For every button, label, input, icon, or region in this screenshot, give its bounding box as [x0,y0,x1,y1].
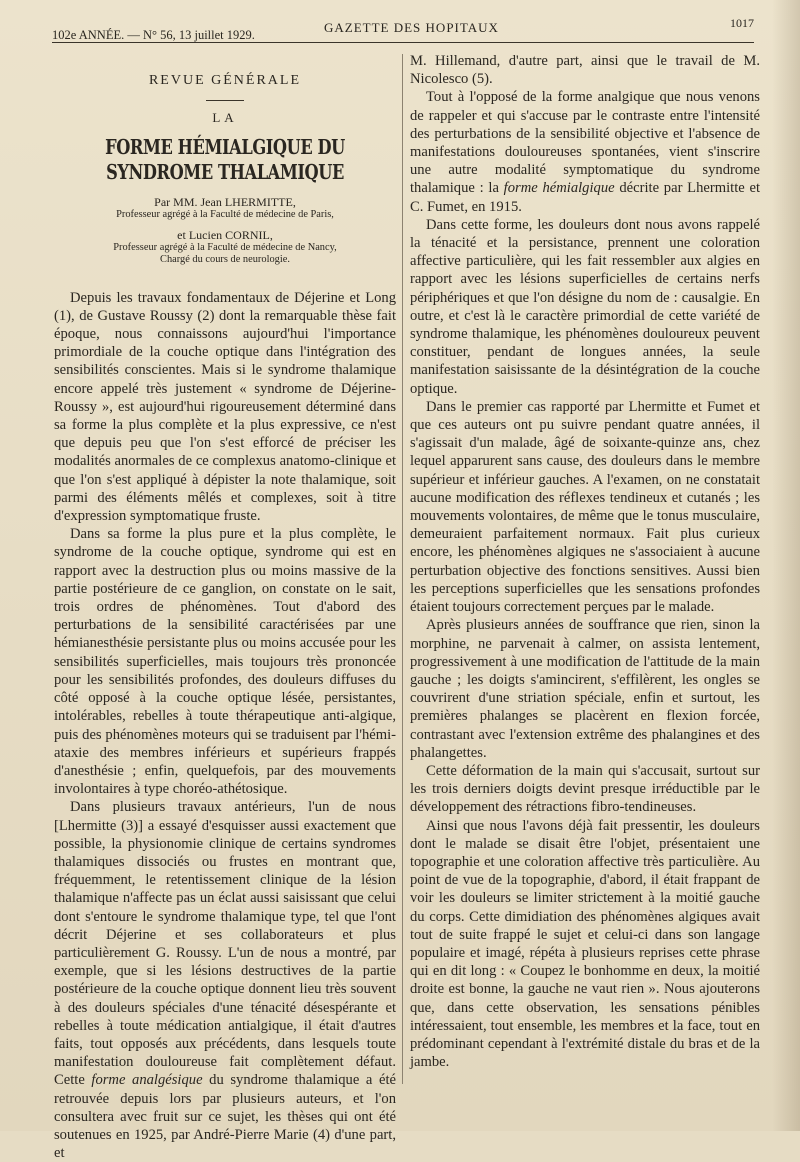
title-rule [206,100,244,101]
author-1: Par MM. Jean LHERMITTE, [154,195,296,210]
paragraph: Cette déformation de la main qui s'accusait, surtout sur les trois derniers doigts devint presque irréductible par le développement des rétractions fibro-tendineuses. [410,762,760,816]
paragraph: M. Hillemand, d'autre part, ainsi que le travail de M. Nicolesco (5). [410,53,760,88]
section-heading: REVUE GÉNÉRALE [148,73,302,88]
paragraph: Dans cette forme, les douleurs dont nous avons rappelé la ténacité et la persistance, prennent une coloration affective particulière, qui les fait ressembler aux algies en rapport avec les lésions superficielles de certains nerfs périphériques et que l'on désigne du nom de : causalgie. En outre, et c'est là le caractère primordial de cette variété de syndrome thalamique, les phénomènes douloureux peuvent constituer, pendant de longues années, la seule manifestation saisissante de la désintégration de la couche optique. [410,216,760,397]
left-column [54,60,396,1162]
paragraph: Depuis les travaux fondamentaux de Déjerine et Long (1), de Gustave Roussy (2) dont la remarquable thèse fait époque, nous connaissons aujourd'hui l'importance primordiale de la couche optique dans l'intégration des sensibilités conscientes. Mais si le syndrome thalamique encore appelé très justement « syndrome de Déjerine-Roussy », est aujourd'hui rigoureusement déterminé dans sa forme la plus complète et la plus expressive, ce n'est que depuis peu que l'on s'est efforcé de préciser les modalités anormales de ce complexus anatomo-clinique et que l'on s'est appliqué à dépister la note thalamique, soit parmi des éléments mêlés et complexes, soit à titre d'expression symptomatique fruste. [54,289,396,525]
paragraph: Ainsi que nous l'avons déjà fait pressentir, les douleurs dont le malade se disait être l'objet, présentaient une topographie et une coloration affective très particulière. Au point de vue de la topographie, d'abord, il était frappant de voir les douleurs se limiter strictement à la moitié gauche du corps. Cette dimidiation des phénomènes algiques avait tout de suite frappé le sujet et celui-ci dans son langage populaire et imagé, répéta à plusieurs reprises cette phrase qui en dit long : « Coupez le bonhomme en deux, la moitié droite est bonne, la gauche ne vaut rien ». Nous ajouterons que, dans cette observation, les sensations pénibles intéressaient, tout ensemble, les membres et la face, tout en prédominant cependant à l'extrémité distale du bras et de la jambe. [410,817,760,1071]
page-number: 1017 [730,16,754,30]
author-1-affiliation: Professeur agrégé à la Faculté de médecine de Paris, [116,209,334,221]
right-column [410,52,760,1071]
column-divider [402,54,403,1084]
running-header [52,18,754,43]
emphasis: forme analgésique [91,1072,203,1089]
title-article-word: LA [212,110,238,126]
paragraph: Dans plusieurs travaux antérieurs, l'un de nous [Lhermitte (3)] a essayé d'esquisser aussi exactement que possible, la physionomie clinique de certains syndromes thalamiques dissociés ou frustes en montrant que, fréquemment, le retentissement clinique de la lésion thalamique n'affecte pas un éclat aussi saisissant que celui dont s'entoure le syndrome thalamique type, tel que l'ont décrit Déjerine et ses collaborateurs et plus particulièrement G. Roussy. L'un de nous a montré, par exemple, que si les lésions destructives de la partie postérieure de la couche optique donnent lieu très souvent à des douleurs spéciales d'une ténacité désespérante et rebelles à toute médication antialgique, il était d'autres faits, tout opposés aux précédents, dans lesquels toute manifestation douloureuse fait complètement défaut. Cette forme analgésique du syndrome thalamique a été retrouvée depuis lors par plusieurs auteurs, et l'on consultera avec fruit sur ce sujet, les thèses qui ont été soutenues en 1925, par André-Pierre Marie (4) d'une part, et [54,799,396,1162]
emphasis: forme hémialgique [503,180,615,197]
paragraph: Dans sa forme la plus pure et la plus complète, le syndrome de la couche optique, syndrome qui est en rapport avec la destruction plus ou moins massive de la partie postérieure de ce ganglion, on constate on le sait, trois ordres de phénomènes. Tout d'abord des perturbations de la sensibilité caractérisées par une hémianesthésie persistante plus ou moins accusée pour les sensibilités superficielles, mais toujours très prononcée pour les sensibilités profondes, des douleurs diffuses du côté opposé à la couche optique lésée, persistantes, intolérables, rebelles à toute thérapeutique anti-algique, puis des phénomènes moteurs qui se traduisent par l'hémi-ataxie des membres inférieurs et supérieurs frappés d'anesthésie ; enfin, quelquefois, par des mouvements involontaires à type choréo-athétosique. [54,526,396,798]
paragraph: Dans le premier cas rapporté par Lhermitte et Fumet et que ces auteurs ont pu suivre pendant quatre années, il s'agissait d'un malade, âgé de soixante-quinze ans, chez lequel apparurent sans cause, des douleurs dans le membre supérieur et inférieur gauches. A l'examen, on ne constatait aucune modification des réflexes tendineux et cutanés ; les mouvements volontaires, de même que le tonus musculaire, demeuraient parfaitement normaux. Fait plus curieux encore, les phénomènes algiques ne s'associaient à aucune perturbation objective des fonctions sensitives. Aussi bien les perceptions superficielles que les sensations profondes étaient toujours correctement perçues par le malade. [410,398,760,616]
article-title: FORME HÉMIALGIQUE DU SYNDROME THALAMIQUE [105,135,345,185]
paragraph: Après plusieurs années de souffrance que rien, sinon la morphine, ne parvenait à calmer, on assista lentement, progressivement à une modification de l'attitude de la main gauche ; les doigts s'amincirent, s'effilèrent, les ongles se couvrirent d'une striation spéciale, enfin et surtout, les premières phalanges se placèrent en flexion forcée, contrastant avec l'extension extrême des phalangines et des phalangettes. [410,617,760,761]
author-2-affiliation: Professeur agrégé à la Faculté de médecine de Nancy, [113,241,337,253]
author-2: et Lucien CORNIL, [177,227,273,242]
author-2-position: Chargé du cours de neurologie. [160,254,290,266]
byline [54,195,396,266]
journal-name: GAZETTE DES HOPITAUX [324,20,499,35]
paragraph: Tout à l'opposé de la forme analgique que nous venons de rappeler et qui s'accuse par le contraste entre l'intensité des perturbations de la sensibilité objective et l'absence de manifestations douloureuses spontanées, vient s'inscrire une autre modalité symptomatique du syndrome thalamique : la forme hémialgique décrite par Lhermitte et C. Fumet, en 1915. [410,89,760,215]
issue-line: 102e ANNÉE. — N° 56, 13 juillet 1929. [52,28,255,42]
